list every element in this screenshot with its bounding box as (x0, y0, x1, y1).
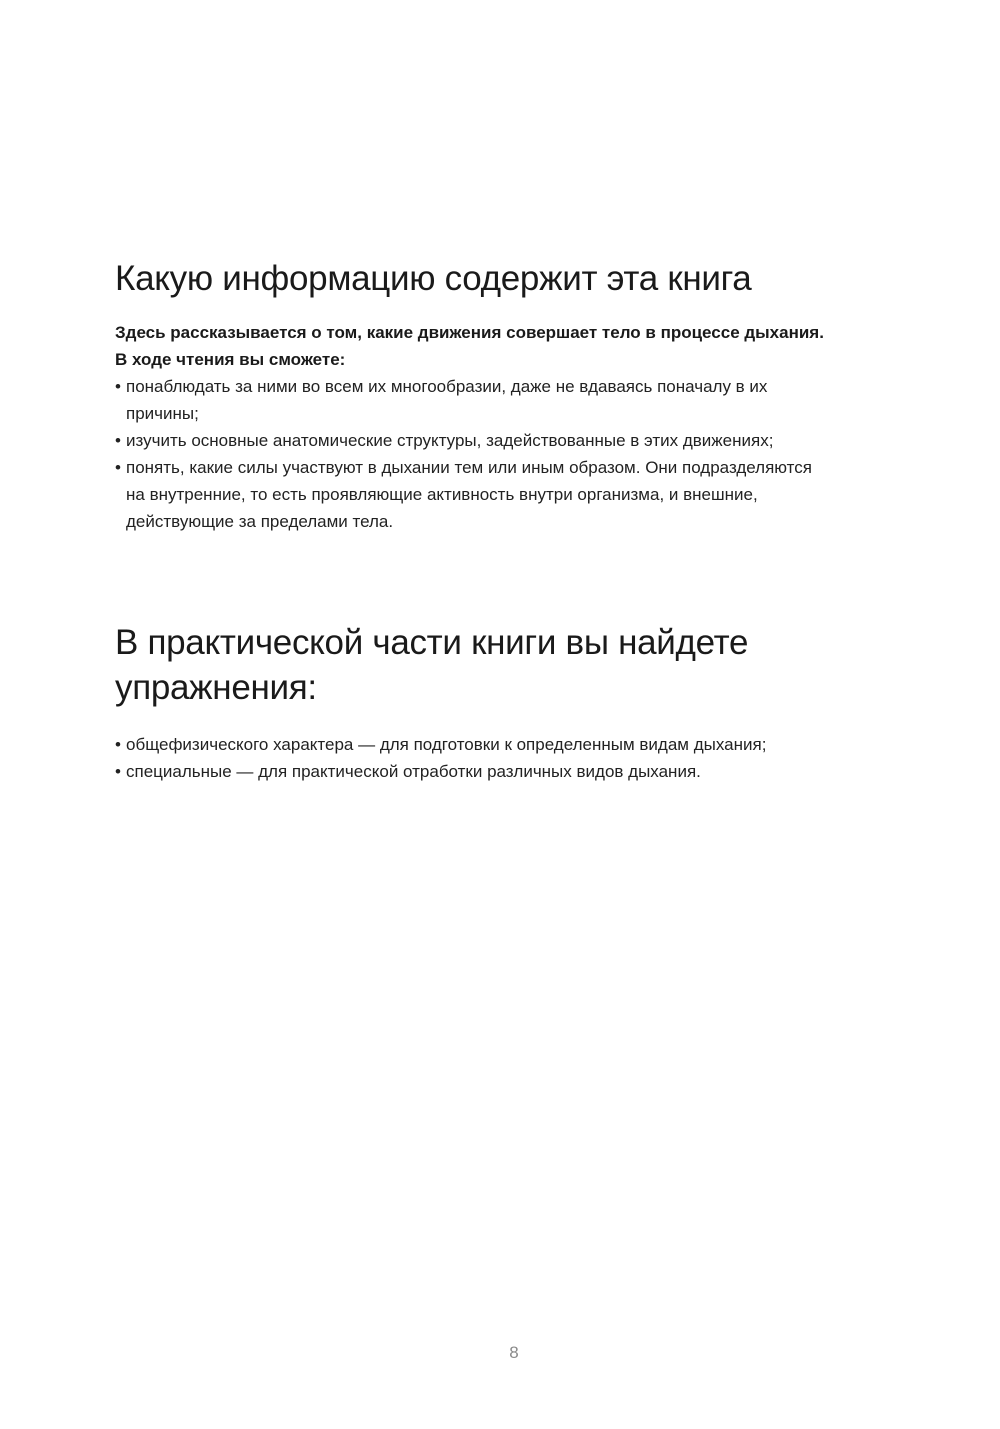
lead-line: В ходе чтения вы сможете: (115, 350, 346, 369)
bullet-list (115, 731, 925, 785)
list-item-line: понаблюдать за ними во всем их многообразии, даже не вдаваясь поначалу в их (126, 377, 768, 396)
section-practical-exercises (115, 620, 925, 785)
lead-line: Здесь рассказывается о том, какие движения совершает тело в процессе дыхания. (115, 323, 824, 342)
page-number: 8 (509, 1343, 519, 1362)
list-item-line: общефизического характера — для подготовки к определенным видам дыхания; (126, 735, 767, 754)
list-item-line: изучить основные анатомические структуры, задействованные в этих движениях; (126, 431, 774, 450)
list-item-text (126, 427, 925, 454)
list-item-text (126, 731, 925, 758)
list-item-line: понять, какие силы участвуют в дыхании тем или иным образом. Они подразделяются (126, 458, 812, 477)
list-item-text (126, 373, 925, 427)
bullet-marker: • (115, 431, 121, 450)
list-item (115, 731, 925, 758)
list-item-line: специальные — для практической отработки различных видов дыхания. (126, 762, 701, 781)
section-heading (115, 620, 925, 710)
bullet-marker: • (115, 735, 121, 754)
lead-paragraph (115, 319, 925, 373)
list-item (115, 758, 925, 785)
list-item-text (126, 454, 925, 535)
list-item-line: на внутренние, то есть проявляющие активность внутри организма, и внешние, (126, 485, 758, 504)
bullet-marker: • (115, 377, 121, 396)
list-item (115, 373, 925, 427)
section-book-contents (115, 256, 925, 535)
bullet-marker: • (115, 458, 121, 477)
heading-line: В практической части книги вы найдете (115, 623, 749, 662)
list-item-line: действующие за пределами тела. (126, 512, 394, 531)
bullet-list (115, 373, 925, 535)
list-item-text (126, 758, 925, 785)
list-item (115, 454, 925, 535)
bullet-marker: • (115, 762, 121, 781)
list-item-line: причины; (126, 404, 199, 423)
heading-line: упражнения: (115, 668, 317, 707)
list-item (115, 427, 925, 454)
section-heading: Какую информацию содержит эта книга (115, 259, 752, 298)
